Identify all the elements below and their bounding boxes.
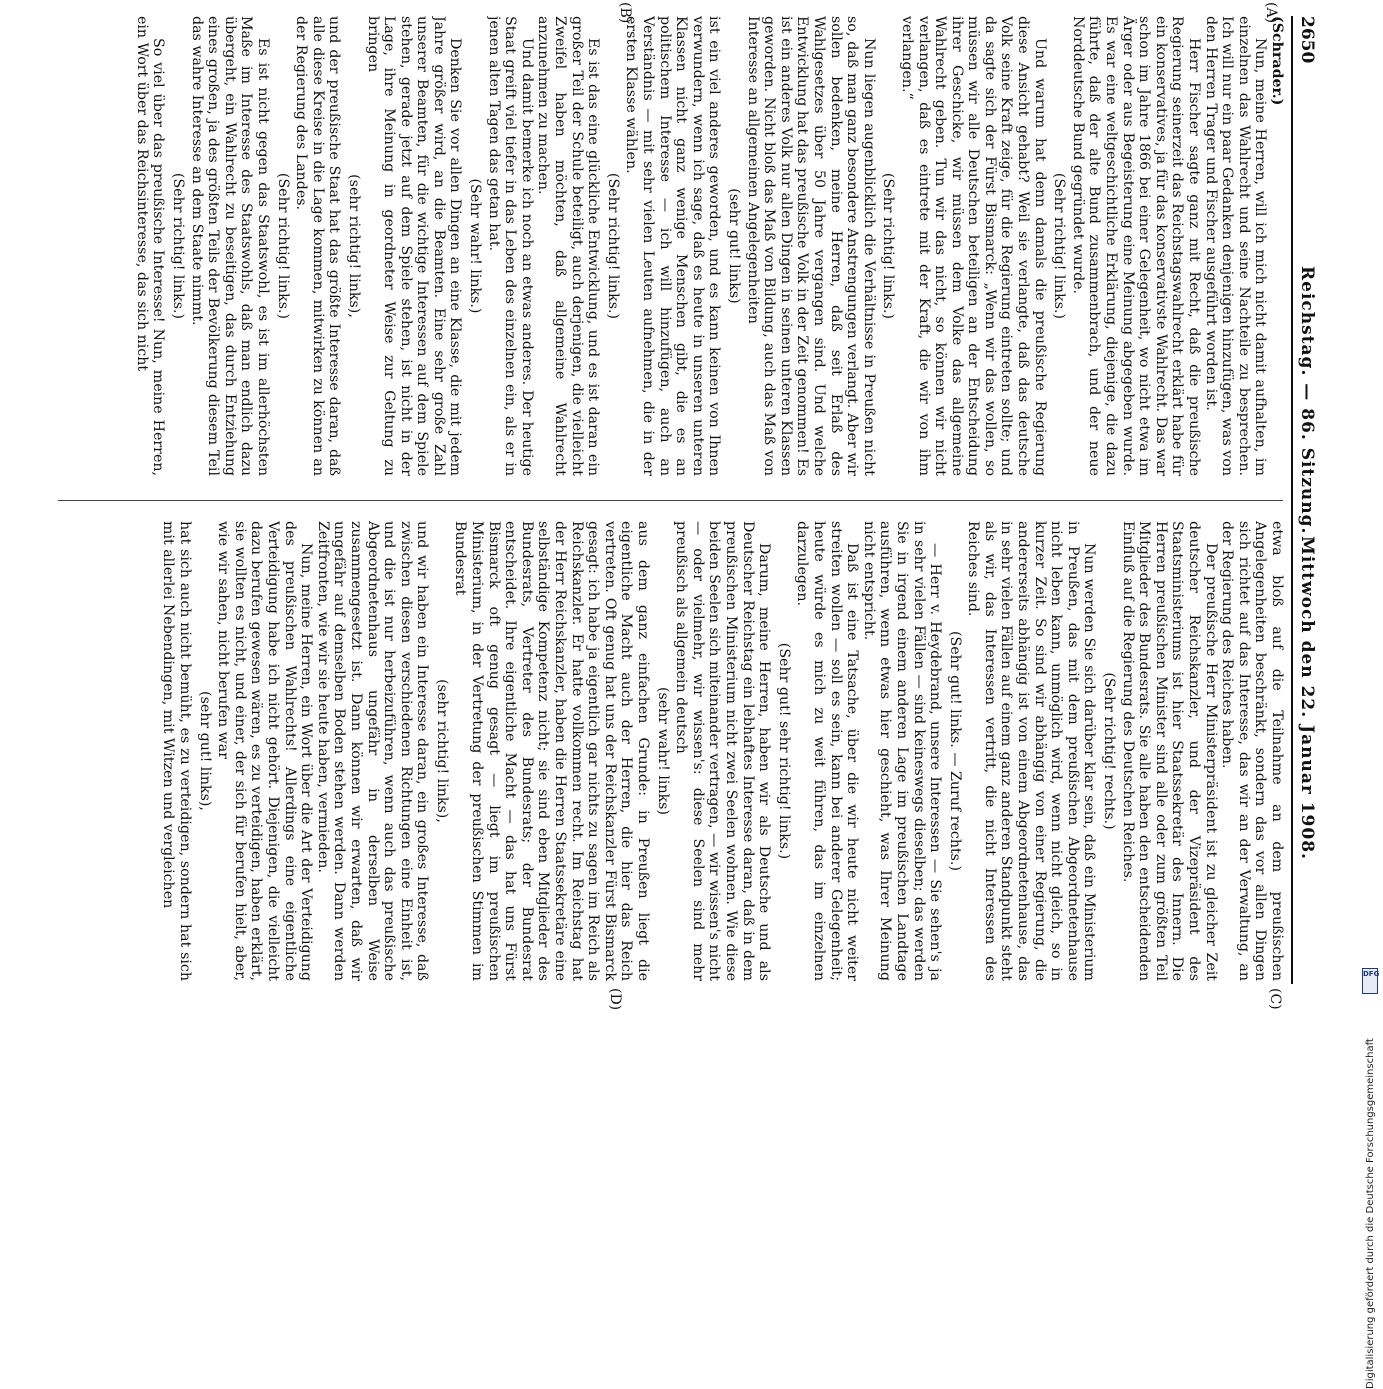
left-column xyxy=(60,16,1285,476)
page-number: 2650 xyxy=(1297,16,1317,64)
interjection: (Sehr richtig! links.) xyxy=(1051,172,1068,320)
header-date: Mittwoch den 22. Januar 1908. xyxy=(1297,536,1317,860)
paragraph: Es ist das eine glückliche Entwicklung, und es ist daran ein großer Teil der Schule beteiligt, auch derjenigen, die vielleicht Zweifel haben möchten, daß allgemeine Wahlrecht anzunehmen zu machen. xyxy=(535,16,602,476)
paragraph: Es ist nicht gegen das Staatswohl, es ist im allerhöchsten Maße im Interesse des Staatswohls, daß man endlich dazu übergeht, ein Wahlrecht zu beseitigen, das durch Entziehung eines großen, ja des größten Teils der Bevölkerung diesem Teil das wahre Interesse an dem Staate nimmt. xyxy=(188,16,271,476)
interjection: (Sehr richtig! links.) xyxy=(274,172,291,320)
interjection: (Sehr richtig! links.) xyxy=(604,172,621,320)
paragraph: Der preußische Herr Ministerpräsident ist zu gleicher Zeit deutscher Reichskanzler, und der Vizepräsident des Staatsministeriums ist hier Staatssekretär des Innern. Die Herren preußischen Minister sind alle oder zum größten Teil Mitglieder des Bundesrats. Sie alle haben den entscheidenden Einfluß auf die Regierung des Deutschen Reiches. xyxy=(1119,521,1219,981)
margin-mark-c: (C) xyxy=(1267,988,1283,1010)
header-rule xyxy=(1291,16,1293,984)
paragraph: Und damit bemerke ich noch an etwas anderes. Der heutige Staat greift viel tiefer in das Leben des einzelnen ein, als er in jenen alten Tagen das getan hat. xyxy=(485,16,535,476)
interjection: (sehr gut! links), xyxy=(196,691,213,811)
paragraph: Nun werden Sie sich darüber klar sein, daß ein Ministerium in Preußen, das mit dem preußischen Abgeordnetenhause nicht leben kann, unmöglich wird, wenn nicht gleich, so in kurzer Zeit. So sind wir abhängig von einer Regierung, die andererseits abhängig ist von einem Abgeordnetenhause, das in sehr vielen Fällen auf einem ganz anderen Standpunkt steht als wir, das Interessen vertritt, die nicht Interessen des Reiches sind. xyxy=(965,521,1098,981)
paragraph: hat sich auch nicht bemüht, es zu verteidigen, sondern hat sich mit allerlei Nebendingen, mit Witzen und vergleichen xyxy=(160,521,193,981)
margin-mark-d: (D) xyxy=(607,988,623,1011)
paragraph: Denken Sie vor allen Dingen an eine Klasse, die mit jedem Jahre größer wird, an die Beamten. Eine sehr große Zahl unserer Beamten, für die wichtige Interessen auf dem Spiele stehen, gerade jetzt auf dem Spiele stehen, ist nicht in der Lage, ihre Meinung in geordneter Weise zur Geltung zu bringen xyxy=(364,16,464,476)
paragraph: und wir haben ein Interesse daran, ein großes Interesse, daß zwischen diesen verschiedenen Richtungen eine Einheit ist, und die ist nur herbeizuführen, wenn auch das preußische Abgeordnetenhaus ungefähr in derselben Weise zusammengesetzt ist. Dann können wir erwarten, daß wir ungefähr auf demselben Boden stehen werden. Dann werden Zeitfronten, wie wir sie heute haben, vermieden. xyxy=(314,521,431,981)
paragraph: Nun, meine Herren, will ich mich nicht damit aufhalten, im einzelnen das Wahlrecht und seine Nachteile zu besprechen. Ich will nur ein paar Gedanken denjenigen hinzufügen, was von den Herren Trager und Fischer ausgeführt worden ist. xyxy=(1202,16,1269,476)
interjection: (Sehr richtig! links.) xyxy=(880,172,897,320)
interjection: (Sehr gut! sehr richtig! links.) xyxy=(775,642,792,860)
paragraph: — Herr v. Heydebrand, unsere Interessen — Sie sehen's ja in sehr vielen Fällen — sind keineswegs dieselben; das werden Sie in irgend einem anderen Lage im preußischen Landtage ausführen, wenn etwas hier geschieht, was Ihrer Meinung nicht entspricht. xyxy=(860,521,944,981)
dfg-logo xyxy=(1362,968,1378,994)
header-session: Reichstag. — 86. Sitzung. xyxy=(1297,266,1317,535)
column-divider xyxy=(58,500,1283,501)
interjection: (sehr gut! links) xyxy=(726,188,742,304)
paragraph: Darum, meine Herren, haben wir als Deutsche und als Deutscher Reichstag ein lebhaftes Interesse daran, daß in dem preußischen Ministerium nicht zwei Seelen wohnen. Wie diese beiden Seelen sich miteinander vertragen, — wir wissen's nicht — oder vielmehr, wir wissen's: diese Seelen sind mehr preußisch als allgemein deutsch xyxy=(673,521,773,981)
running-header xyxy=(1295,16,1317,984)
paragraph: Daß ist eine Tatsache, über die wir heute nicht weiter streiten wollen — soll es sein, kann bei anderer Gelegenheit; heute würde es mich zu weit führen, das im einzelnen darzulegen. xyxy=(794,521,861,981)
interjection: (Sehr richtig! rechts.) xyxy=(1101,672,1118,830)
document-page xyxy=(53,2,1323,1011)
interjection: (Sehr richtig! links.) xyxy=(170,172,186,320)
paragraph: So viel über das preußische Interesse! Nun, meine Herren, ein Wort über das Reichsinteresse, das sich nicht xyxy=(133,16,167,476)
paragraph: Herr Fischer sagte ganz mit Recht, daß die preußische Regierung seinerzeit das Reichstagswahlrecht erklärt habe für ein konservatives, ja für das konservativste Wahlrecht. Das war schon im Jahre 1866 bei einer Gelegenheit, wo nicht etwa im Ärger oder aus Begeisterung eine Meinung abgegeben wurde. Es war eine weltgeschichtliche Erklärung, diejenige, die dazu führte, daß der alte Bund zusammenbrach, und der neue Norddeutsche Bund gegründet wurde. xyxy=(1069,16,1203,476)
interjection: (sehr wahr! links) xyxy=(654,687,671,815)
interjection: (sehr richtig! links), xyxy=(433,679,450,823)
paragraph: aus dem ganz einfachen Grunde: in Preußen liegt die eigentliche Macht auch der Herren, die hier das Reich vertreten. Oft genug hat uns der Reichskanzler Fürst Bismarck gesagt: ich habe ja eigentlich gar nichts zu sagen im Reich als Reichskanzler. Er hatte vollkommen recht. Im Reichstag hat der Herr Reichskanzler, haben die Herren Staatssekretäre eine selbständige Kompetenz nicht; sie sind eben Mitglieder des Bundesrats, Vertreter des Bundesrats; der Bundesrat entscheidet. Ihre eigentliche Macht — das hat uns Fürst Bismarck oft genug gesagt — liegt im preußischen Ministerium, in der Vertretung der preußischen Stimmen im Bundesrat xyxy=(452,521,652,981)
interjection: (sehr richtig! links), xyxy=(345,174,362,318)
paragraph: Und warum hat denn damals die preußische Regierung diese Ansicht gehabt? Weil sie verlangte, daß das deutsche Volk seine Kraft zeige, für die Regierung eintreten sollte; und da sagte sich der Fürst Bismarck: „Wenn wir das wollen, so müssen wir alle Deutschen beteiligen an der Entscheidung ihrer Geschicke, wir müssen dem Volke das allgemeine Wahlrecht geben. Tun wir das nicht, so können wir nicht verlangen, daß es eintrete mit der Kraft, die wir von ihm verlangen.“ xyxy=(898,16,1048,476)
speaker-label: (Schrader.) xyxy=(1269,16,1285,106)
credit-text: Digitalisierung gefördert durch die Deutsche Forschungsgemeinschaft xyxy=(1365,1038,1376,1389)
interjection: (Sehr gut! links. — Zuruf rechts.) xyxy=(946,631,963,871)
paragraph: ist ein viel anderes geworden, und es kann keinen von Ihnen verwundern, wenn ich sage, daß es heute in unseren unteren Klassen nicht ganz wenige Menschen gibt, die es an politischem Interesse — ich will hinzufügen, auch an Verständnis — mit sehr vielen Leuten aufnehmen, die in der ersten Klasse wählen. xyxy=(623,16,723,476)
digitization-credit xyxy=(1362,600,1380,1389)
interjection: (Sehr wahr! links.) xyxy=(467,178,484,314)
paragraph: Nun, meine Herren, ein Wort über die Art der Verteidigung des preußischen Wahlrechts! Allerdings eine eigentliche Verteidigung habe ich nicht gehört. Diejenigen, die vielleicht dazu berufen gewesen wären, es zu verteidigen, haben erklärt, sie wollten es nicht, und einer, der sich für berufen hielt, aber, wie wir sahen, nicht berufen war xyxy=(215,521,315,981)
paragraph: etwa bloß auf die Teilnahme an dem preußischen Angelegenheiten beschränkt, sondern das vor allen Dingen sich richtet auf das Interesse, das wir an der Verwaltung, an der Regierung des Reiches haben. xyxy=(1219,521,1285,981)
margin-mark-b: (B) xyxy=(617,2,633,24)
paragraph: und der preußische Staat hat das größte Interesse daran, daß alle diese Kreise in die Lage kommen, mitwirken zu können an der Regierung des Landes. xyxy=(293,16,343,476)
dfg-logo-text: DFG xyxy=(1363,970,1380,978)
margin-mark-a: (A) xyxy=(1263,2,1279,24)
paragraph: Nun liegen augenblicklich die Verhältnisse in Preußen nicht so, daß man ganz besondere Anstrengungen verlangt. Aber wir sollen bedenken, meine Herren, daß seit Erlaß des Wahlgesetzes über 50 Jahre vergangen sind. Und welche Entwicklung hat das preußische Volk in der Zeit genommen! Es ist ein anderes Volk nur allen Dingen in seinen unteren Klassen geworden. Nicht bloß das Maß von Bildung, auch das Maß von Interesse an allgemeinen Angelegenheiten xyxy=(744,16,877,476)
right-column xyxy=(60,521,1285,981)
